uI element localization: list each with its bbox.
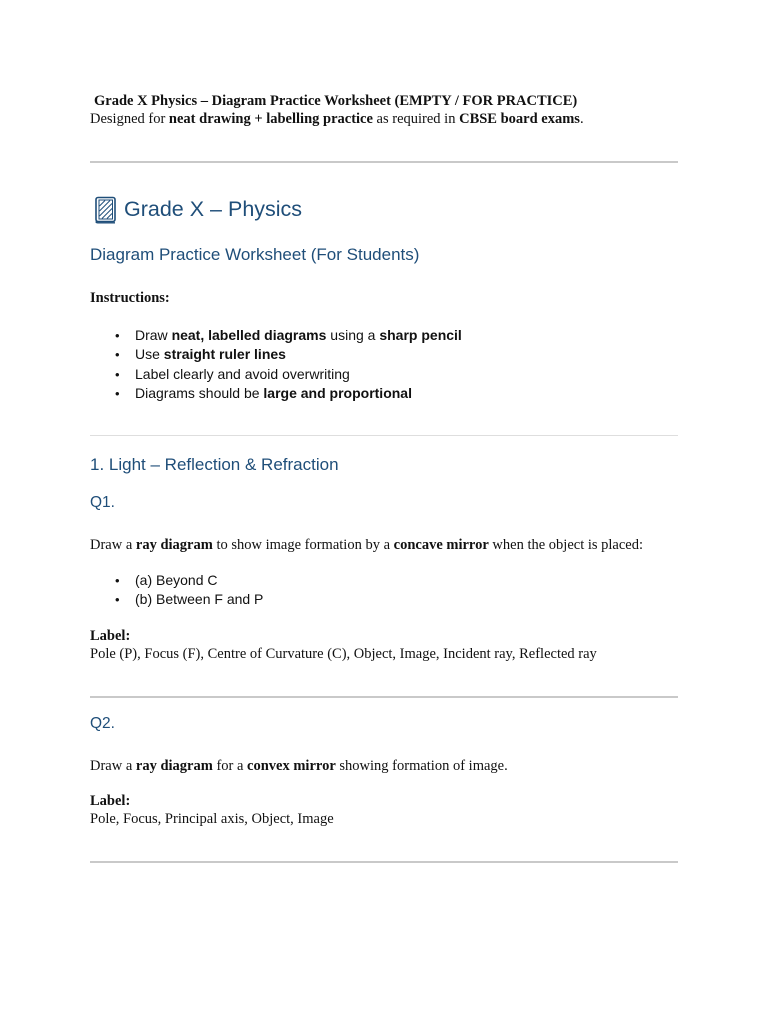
bullet-icon: • bbox=[115, 592, 120, 608]
question-label-q1: Q1. bbox=[90, 494, 115, 511]
text-part: neat, labelled diagrams bbox=[171, 327, 327, 343]
divider bbox=[90, 161, 678, 163]
bullet-icon: • bbox=[115, 366, 120, 382]
option-text: (b) Between F and P bbox=[135, 591, 264, 608]
text-part: for a bbox=[212, 758, 248, 774]
text-part: ray diagram bbox=[135, 758, 213, 774]
bullet-icon: • bbox=[115, 328, 120, 343]
list-item bbox=[90, 345, 462, 364]
text-part: concave mirror bbox=[393, 537, 489, 553]
bullet-icon: • bbox=[115, 385, 120, 401]
label-text-q1: Pole (P), Focus (F), Centre of Curvature (C), Object, Image, Incident ray, Reflected ray bbox=[90, 646, 597, 662]
text-part: Diagrams should be bbox=[135, 384, 264, 401]
question-label-q2: Q2. bbox=[90, 715, 115, 732]
main-title: Grade X – Physics bbox=[124, 197, 303, 221]
main-subtitle: Diagram Practice Worksheet (For Students) bbox=[90, 245, 420, 264]
text-part: Draw a bbox=[90, 758, 136, 774]
text-part: sharp pencil bbox=[379, 327, 462, 343]
question-prompt-q1 bbox=[90, 537, 643, 554]
label-heading-q2: Label: bbox=[90, 793, 131, 809]
subtitle-part: as required in bbox=[372, 111, 460, 127]
list-item bbox=[90, 326, 462, 345]
bullet-icon: • bbox=[115, 573, 120, 588]
divider bbox=[90, 861, 678, 863]
text-part: Use bbox=[135, 346, 164, 363]
q1-options-list bbox=[90, 571, 263, 610]
text-part: Draw a bbox=[90, 537, 136, 553]
subtitle-part: . bbox=[579, 111, 584, 127]
section-title: 1. Light – Reflection & Refraction bbox=[90, 455, 339, 474]
list-item bbox=[90, 571, 263, 590]
text-part: to show image formation by a bbox=[212, 537, 394, 553]
document-title: Grade X Physics – Diagram Practice Worksheet (EMPTY / FOR PRACTICE) bbox=[94, 93, 578, 109]
option-text: (a) Beyond C bbox=[135, 572, 218, 588]
list-item bbox=[90, 384, 462, 403]
label-text-q2: Pole, Focus, Principal axis, Object, Image bbox=[90, 811, 334, 827]
list-item bbox=[90, 590, 263, 609]
subtitle-part: CBSE board exams bbox=[459, 111, 580, 127]
divider bbox=[90, 435, 678, 436]
label-heading-q1: Label: bbox=[90, 628, 131, 644]
instructions-label: Instructions: bbox=[90, 290, 170, 306]
text-part: convex mirror bbox=[247, 758, 336, 774]
subtitle-part: neat drawing + labelling practice bbox=[168, 111, 373, 127]
subtitle-part: Designed for bbox=[90, 111, 169, 127]
notebook-icon bbox=[92, 196, 118, 224]
question-prompt-q2 bbox=[90, 758, 508, 775]
text-part: ray diagram bbox=[135, 537, 213, 553]
text-part: straight ruler lines bbox=[163, 346, 286, 363]
text-part: Draw bbox=[135, 327, 172, 343]
text-part: when the object is placed: bbox=[488, 537, 644, 553]
bullet-icon: • bbox=[115, 347, 120, 363]
text-part: using a bbox=[326, 327, 380, 343]
text-part: showing formation of image. bbox=[335, 758, 508, 774]
instructions-list bbox=[90, 326, 462, 403]
document-subtitle bbox=[90, 111, 584, 128]
text-part: Label clearly and avoid overwriting bbox=[135, 365, 350, 382]
text-part: large and proportional bbox=[263, 384, 412, 401]
divider bbox=[90, 696, 678, 698]
list-item bbox=[90, 365, 462, 384]
